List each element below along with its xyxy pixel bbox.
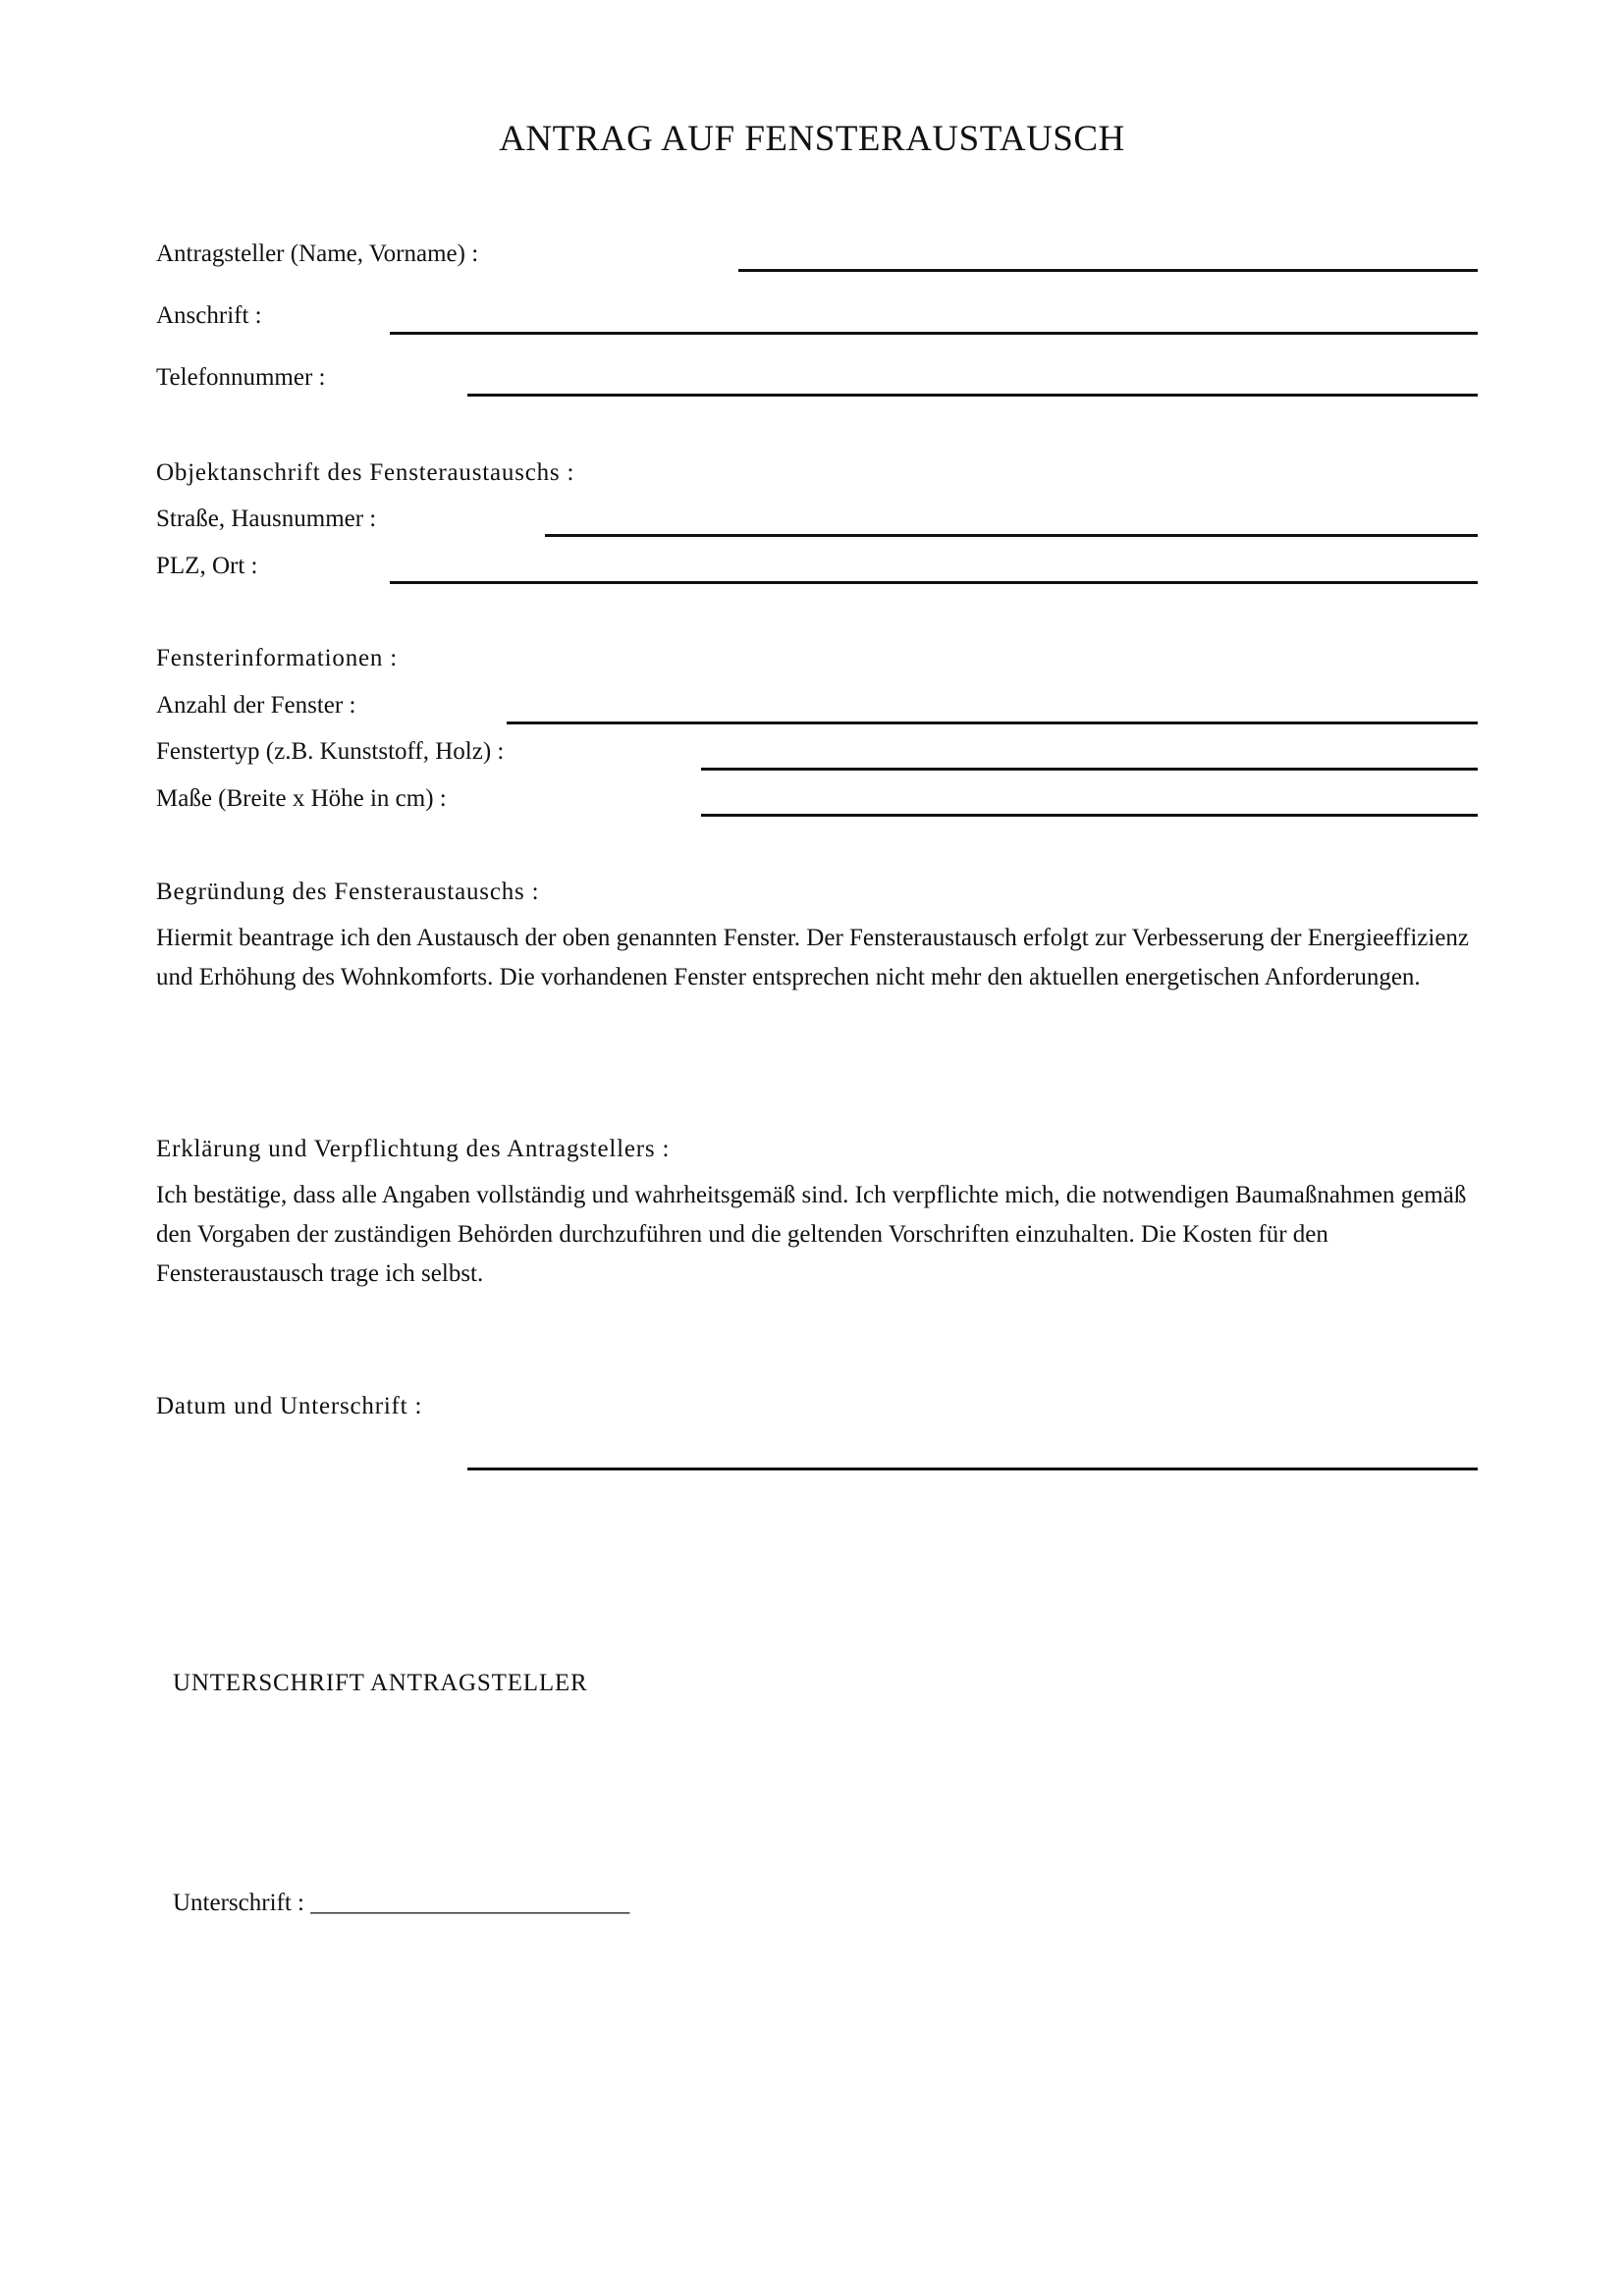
street-label: Straße, Hausnummer : xyxy=(156,506,377,532)
address-label: Anschrift : xyxy=(156,302,262,329)
phone-field[interactable] xyxy=(467,394,1478,397)
window-info-heading: Fensterinformationen : xyxy=(156,645,399,671)
declaration-heading: Erklärung und Verpflichtung des Antragstellers : xyxy=(156,1136,671,1162)
address-field[interactable] xyxy=(390,332,1478,335)
declaration-text: Ich bestätige, dass alle Angaben vollständig und wahrheitsgemäß sind. Ich verpflichte mich, die notwendigen Baumaßnahmen gemäß den Vorgaben der zuständigen Behörden durchzuführen und die geltenden Vorschriften einzuhalten. Die Kosten für den Fensteraustausch trage ich selbst. xyxy=(156,1182,1467,1287)
document-title: ANTRAG AUF FENSTERAUSTAUSCH xyxy=(499,119,1125,159)
window-type-label: Fenstertyp (z.B. Kunststoff, Holz) : xyxy=(156,738,505,765)
reason-text: Hiermit beantrage ich den Austausch der oben genannten Fenster. Der Fensteraustausch erfolgt zur Verbesserung der Energieeffizienz und Erhöhung des Wohnkomforts. Die vorhandenen Fenster entsprechen nicht mehr den aktuellen energetischen Anforderungen. xyxy=(156,925,1470,990)
window-count-field[interactable] xyxy=(507,721,1478,724)
zip-city-label: PLZ, Ort : xyxy=(156,553,258,579)
object-address-heading: Objektanschrift des Fensteraustauschs : xyxy=(156,459,575,486)
date-signature-label: Datum und Unterschrift : xyxy=(156,1393,423,1419)
zip-city-field[interactable] xyxy=(390,581,1478,584)
window-type-field[interactable] xyxy=(701,768,1478,771)
street-field[interactable] xyxy=(545,534,1478,537)
reason-heading: Begründung des Fensteraustauschs : xyxy=(156,879,540,905)
signature-line-label[interactable]: Unterschrift : __________________________ xyxy=(173,1890,630,1916)
phone-label: Telefonnummer : xyxy=(156,364,326,391)
date-signature-field[interactable] xyxy=(467,1468,1478,1470)
applicant-name-label: Antragsteller (Name, Vorname) : xyxy=(156,240,479,267)
window-size-field[interactable] xyxy=(701,814,1478,817)
window-count-label: Anzahl der Fenster : xyxy=(156,692,356,719)
window-size-label: Maße (Breite x Höhe in cm) : xyxy=(156,785,447,812)
applicant-name-field[interactable] xyxy=(738,269,1478,272)
signature-block-heading: UNTERSCHRIFT ANTRAGSTELLER xyxy=(173,1670,588,1696)
